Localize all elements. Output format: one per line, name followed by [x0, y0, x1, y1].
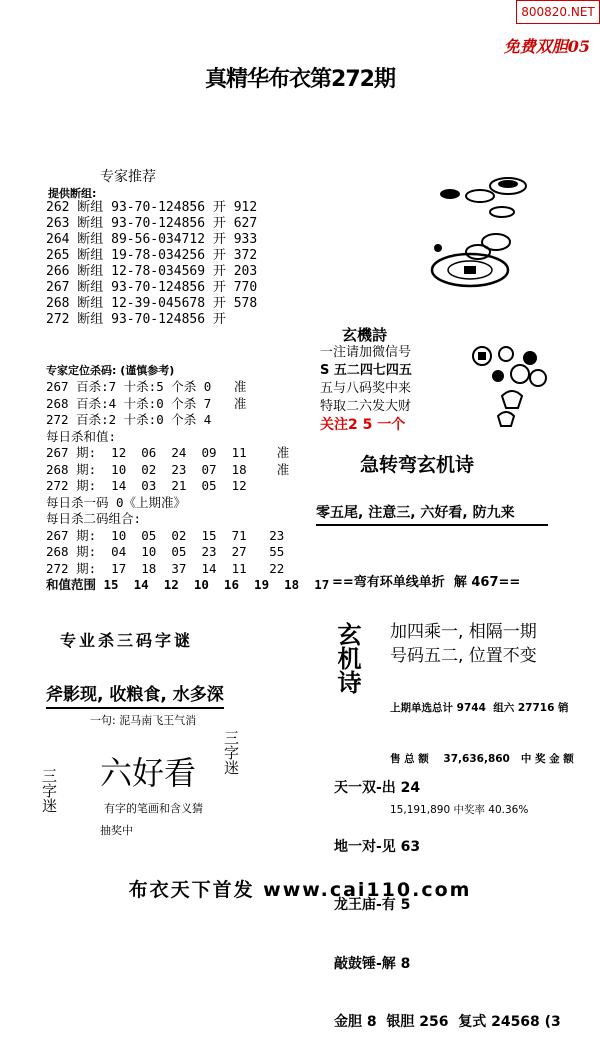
xuanji-vertical: 玄机诗 — [333, 622, 362, 694]
huanxian-line: ==弯有环单线单折 解 467== — [332, 575, 521, 590]
riddle-heading: 专业杀三码字谜 — [60, 631, 194, 650]
expert-row: 272 断组 93-70-124856 开 — [46, 312, 226, 327]
expert-row: 265 断组 19-78-034256 开 372 — [46, 248, 258, 263]
two-code-row: 268 期: 04 10 05 23 27 55 — [46, 544, 285, 559]
poem-lines — [320, 344, 412, 434]
expert-row: 266 断组 12-78-034569 开 203 — [46, 264, 258, 279]
site-badge[interactable]: 800820.NET — [516, 0, 600, 24]
sum-row: 268 期: 10 02 23 07 18 准 — [46, 461, 290, 477]
poem-line: 五与八码奖中来 — [320, 381, 412, 396]
coins-illustration — [420, 166, 540, 292]
expert-subheading: 提供断组: — [48, 187, 97, 200]
sum-row: 267 期: 12 06 24 09 11 准 — [46, 445, 290, 460]
xuanji-stat: 15,191,890 中奖率 40.36% — [390, 804, 529, 816]
riddle-main: 斧影现, 收粮食, 水多深 — [46, 680, 224, 709]
two-code-row: 267 期: 10 05 02 15 71 23 — [46, 527, 285, 543]
range-row: 和值范围 15 14 12 10 16 19 18 17 — [46, 577, 330, 592]
clue-item: 金胆 8 银胆 256 复式 24568 (3 — [334, 1014, 561, 1030]
poem-red-line: 关注2 5 一个 — [320, 417, 406, 433]
two-code-row: 272 期: 17 18 37 14 11 22 — [46, 560, 285, 576]
sum-heading: 每日杀和值: — [46, 428, 117, 444]
kill-row: 268 百杀:4 十杀:0 个杀 7 准 — [46, 395, 247, 411]
expert-heading-text: 专家推荐 — [100, 169, 156, 185]
expert-row: 268 断组 12-39-045678 开 578 — [46, 296, 258, 311]
riddle-note2: 抽奖中 — [100, 824, 133, 837]
xuanji-line1: 加四乘一, 相隔一期 — [390, 622, 537, 642]
kill-row: 267 百杀:7 十杀:5 个杀 0 准 — [46, 379, 247, 394]
expert-row: 262 断组 93-70-124856 开 912 — [46, 200, 258, 215]
sum-row: 272 期: 14 03 21 05 12 — [46, 478, 247, 493]
expert-row: 264 断组 89-56-034712 开 933 — [46, 232, 258, 247]
expert-list — [46, 200, 257, 328]
expert-row: 263 断组 93-70-124856 开 627 — [46, 216, 258, 231]
clue-item: 地一对-见 63 — [334, 838, 421, 855]
expert-heading — [100, 166, 156, 186]
riddle-left-vertical: 三字迷 — [40, 768, 58, 813]
kill-heading: 专家定位杀码: (谨慎参考) — [46, 364, 175, 377]
footer-link[interactable]: 布衣天下首发 www.cai110.com — [128, 879, 472, 901]
riddle-right-vertical: 三字迷 — [222, 730, 240, 775]
clue-item: 龙王庙-有 5 — [334, 897, 411, 913]
xuanji-stat: 上期单选总计 9744 组六 27716 销 — [390, 702, 569, 714]
xuanji-lines — [390, 620, 537, 668]
xuanji-line2: 号码五二, 位置不变 — [390, 646, 537, 666]
kill-list — [46, 379, 329, 594]
one-code: 每日杀一码 0《上期准》 — [46, 494, 187, 510]
two-code-heading: 每日杀二码组合: — [46, 511, 142, 526]
poem-line: 一注请加微信号 — [320, 345, 412, 360]
free-label: 免费双胆05 — [503, 37, 590, 56]
charms-illustration — [468, 340, 554, 432]
jizhuan-line: 零五尾, 注意三, 六好看, 防九来 — [316, 502, 548, 526]
xuanji-stat: 售 总 额 37,636,860 中 奖 金 额 — [390, 753, 574, 765]
riddle-sentence: 一句: 泥马南飞王气消 — [90, 714, 197, 727]
riddle-big-word: 六好看 — [100, 754, 197, 792]
riddle-note1: 有字的笔画和含义猜 — [104, 802, 203, 815]
poem-line: S 五二四七四五 — [320, 363, 412, 378]
page-title: 真精华布衣第272期 — [205, 67, 395, 92]
kill-row: 272 百杀:2 十杀:0 个杀 4 — [46, 412, 212, 427]
clue-item: 敲鼓锤-解 8 — [334, 955, 411, 972]
poem-heading: 玄機詩 — [342, 326, 388, 344]
expert-row: 267 断组 93-70-124856 开 770 — [46, 280, 258, 295]
clue-item: 天一双-出 24 — [334, 780, 421, 796]
jizhuan-title: 急转弯玄机诗 — [360, 454, 475, 476]
poem-line: 特取二六发大财 — [320, 399, 412, 414]
